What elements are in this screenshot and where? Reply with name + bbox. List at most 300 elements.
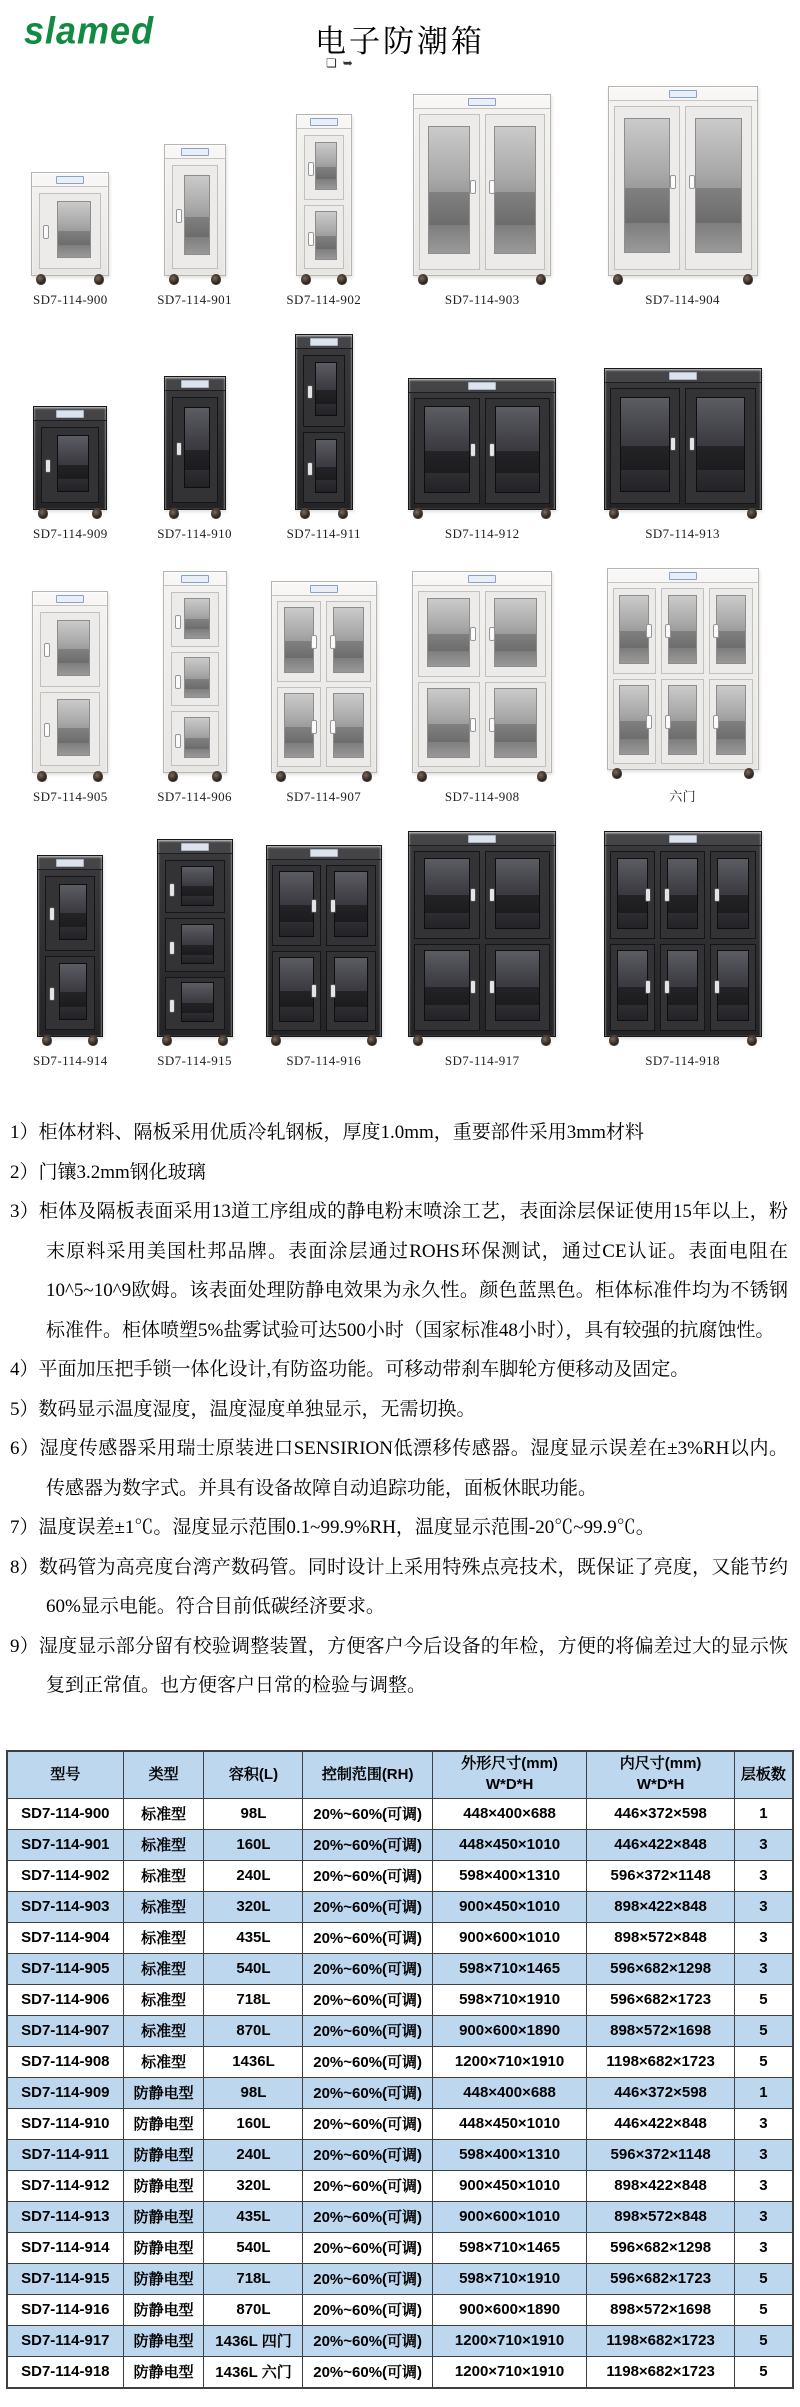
door-window <box>181 866 214 906</box>
door-window <box>495 858 541 929</box>
cabinet-image <box>157 839 233 1037</box>
spec-cell: 446×422×848 <box>587 2108 735 2139</box>
door-handle-icon <box>307 462 313 476</box>
product <box>133 571 257 805</box>
spec-cell: 160L <box>204 2108 303 2139</box>
spec-cell: SD7-114-902 <box>7 1860 123 1891</box>
spec-cell: 900×450×1010 <box>432 2170 587 2201</box>
product <box>573 568 792 805</box>
door-window <box>716 595 746 664</box>
spec-row <box>7 2356 793 2388</box>
door-handle-icon <box>470 627 476 641</box>
cabinet-image <box>33 406 107 510</box>
spec-cell: SD7-114-914 <box>7 2232 123 2263</box>
door-handle-icon <box>44 643 50 657</box>
product <box>8 172 133 308</box>
spec-cell: 20%~60%(可调) <box>303 2263 432 2294</box>
feature-item: 6）湿度传感器采用瑞士原装进口SENSIRION低漂移传感器。湿度显示误差在±3%RH以内。传感器为数字式。并具有设备故障自动追踪功能，面板休眠功能。 <box>10 1438 788 1499</box>
cabinet-image <box>408 378 556 510</box>
spec-cell: SD7-114-917 <box>7 2325 123 2356</box>
spec-cell: 870L <box>204 2015 303 2046</box>
spec-cell: 1436L 四门 <box>204 2325 303 2356</box>
model-label: SD7-114-909 <box>33 526 108 541</box>
cabinet-door <box>418 591 480 677</box>
caster-wheel-icon <box>94 274 104 285</box>
product <box>133 839 257 1069</box>
door-handle-icon <box>689 175 695 189</box>
spec-cell: 898×422×848 <box>587 2170 735 2201</box>
control-panel <box>164 572 226 586</box>
door-window <box>717 858 748 929</box>
spec-cell: 标准型 <box>123 2046 204 2077</box>
spec-cell: 20%~60%(可调) <box>303 2201 432 2232</box>
cabinet-door <box>414 944 480 1032</box>
product-row <box>0 568 800 805</box>
cabinet-door <box>661 588 704 674</box>
door-handle-icon <box>470 980 476 994</box>
spec-row <box>7 1860 793 1891</box>
cabinet-door <box>709 679 752 765</box>
product <box>391 94 573 308</box>
door-window <box>427 598 470 667</box>
cabinet-door <box>414 398 480 504</box>
spec-cell: 5 <box>734 2015 793 2046</box>
door-window <box>668 685 698 754</box>
cabinet-door <box>40 692 100 767</box>
control-panel <box>413 572 551 586</box>
spec-cell: SD7-114-909 <box>7 2077 123 2108</box>
spec-row <box>7 1984 793 2015</box>
spec-cell: SD7-114-907 <box>7 2015 123 2046</box>
caster-wheel-icon <box>609 1035 619 1046</box>
model-label: SD7-114-905 <box>33 789 108 804</box>
cabinet-door <box>710 944 755 1032</box>
model-label: SD7-114-918 <box>645 1053 720 1068</box>
spec-row <box>7 2046 793 2077</box>
product <box>573 368 792 542</box>
cabinet-door <box>613 588 656 674</box>
spec-cell: 防静电型 <box>123 2232 204 2263</box>
spec-cell: 900×450×1010 <box>432 1891 587 1922</box>
spec-cell: 1200×710×1910 <box>432 2356 587 2388</box>
caster-wheel-icon <box>418 274 428 285</box>
caster-wheel-icon <box>612 768 622 779</box>
cabinet-door <box>660 851 705 939</box>
door-window <box>695 118 741 252</box>
cabinet-door <box>165 918 225 971</box>
door-window <box>334 957 368 1022</box>
spec-cell: 540L <box>204 2232 303 2263</box>
control-panel <box>414 95 550 109</box>
spec-cell: 防静电型 <box>123 2108 204 2139</box>
control-panel <box>605 369 761 383</box>
spec-cell: 900×600×1890 <box>432 2015 587 2046</box>
spec-row <box>7 1798 793 1829</box>
door-window <box>57 201 91 259</box>
door-handle-icon <box>714 888 720 902</box>
spec-cell: 596×372×1148 <box>587 2139 735 2170</box>
door-handle-icon <box>176 442 182 456</box>
spec-cell: 20%~60%(可调) <box>303 2294 432 2325</box>
door-window <box>334 871 368 936</box>
cabinet-image <box>608 86 758 276</box>
door-handle-icon <box>49 987 55 1001</box>
door-handle-icon <box>45 459 51 473</box>
door-handle-icon <box>489 888 495 902</box>
control-panel <box>158 840 232 854</box>
door-window <box>184 717 210 758</box>
door-window <box>495 950 541 1021</box>
door-handle-icon <box>169 999 175 1013</box>
spec-row <box>7 2139 793 2170</box>
spec-cell: 448×450×1010 <box>432 2108 587 2139</box>
product <box>133 144 257 308</box>
cabinet-door <box>272 951 322 1032</box>
caster-wheel-icon <box>212 771 222 782</box>
spec-cell: 448×400×688 <box>432 1798 587 1829</box>
cabinet-door <box>326 865 376 946</box>
spec-cell: SD7-114-908 <box>7 2046 123 2077</box>
spec-cell: 1 <box>734 1798 793 1829</box>
spec-cell: 596×372×1148 <box>587 1860 735 1891</box>
spec-cell: 898×572×848 <box>587 1922 735 1953</box>
door-handle-icon <box>330 720 336 734</box>
product <box>8 591 133 805</box>
cabinet-door <box>165 977 225 1030</box>
caster-wheel-icon <box>36 274 46 285</box>
spec-cell: 446×372×598 <box>587 2077 735 2108</box>
door-window <box>717 950 748 1021</box>
cabinet-door <box>41 427 99 503</box>
spec-row <box>7 2170 793 2201</box>
brand-badge-icon <box>468 98 496 106</box>
cabinet-door <box>45 876 95 951</box>
spec-cell: 718L <box>204 2263 303 2294</box>
spec-header-cell: 内尺寸(mm) W*D*H <box>587 1751 735 1799</box>
spec-cell: 870L <box>204 2294 303 2325</box>
spec-cell: 898×422×848 <box>587 1891 735 1922</box>
door-handle-icon <box>175 734 181 748</box>
caster-wheel-icon <box>300 508 310 519</box>
cabinet-image <box>295 334 353 510</box>
product <box>391 571 573 805</box>
caster-wheel-icon <box>42 1035 52 1046</box>
cabinet-door <box>171 652 219 707</box>
caster-wheel-icon <box>88 1035 98 1046</box>
spec-cell: 598×710×1910 <box>432 1984 587 2015</box>
door-window <box>57 699 90 756</box>
caster-wheel-icon <box>413 1035 423 1046</box>
caster-wheel-icon <box>276 771 286 782</box>
spec-cell: 防静电型 <box>123 2356 204 2388</box>
product-gallery <box>0 72 800 1069</box>
spec-cell: 596×682×1298 <box>587 1953 735 1984</box>
door-handle-icon <box>44 723 50 737</box>
caster-wheel-icon <box>536 274 546 285</box>
spec-cell: 3 <box>734 1860 793 1891</box>
spec-cell: 3 <box>734 1829 793 1860</box>
door-window <box>624 118 670 252</box>
spec-cell: 1436L 六门 <box>204 2356 303 2388</box>
caster-wheel-icon <box>743 274 753 285</box>
control-panel <box>165 377 225 391</box>
cabinet-door <box>610 388 681 504</box>
spec-cell: SD7-114-912 <box>7 2170 123 2201</box>
model-label: SD7-114-900 <box>33 292 108 307</box>
door-handle-icon <box>489 180 495 194</box>
cabinet-image <box>37 855 103 1037</box>
cabinet-door <box>304 205 344 270</box>
brand-badge-icon <box>310 338 338 346</box>
spec-cell: 防静电型 <box>123 2077 204 2108</box>
spec-cell: 标准型 <box>123 1798 204 1829</box>
door-window <box>494 126 536 254</box>
spec-cell: 596×682×1723 <box>587 1984 735 2015</box>
spec-header-cell: 外形尺寸(mm) W*D*H <box>432 1751 587 1799</box>
cabinet-image <box>31 172 109 276</box>
cabinet-image <box>408 831 556 1037</box>
product-row <box>0 334 800 542</box>
door-window <box>184 598 210 639</box>
control-panel <box>609 87 757 101</box>
spec-cell: SD7-114-901 <box>7 1829 123 1860</box>
door-window <box>424 858 470 929</box>
caster-wheel-icon <box>211 508 221 519</box>
door-window <box>668 595 698 664</box>
door-window <box>494 598 537 667</box>
door-window <box>279 957 313 1022</box>
caster-wheel-icon <box>537 771 547 782</box>
spec-row <box>7 1953 793 1984</box>
door-window <box>181 982 214 1022</box>
door-window <box>181 924 214 964</box>
brand-badge-icon <box>56 859 84 867</box>
spec-cell: 898×572×848 <box>587 2201 735 2232</box>
product-row <box>0 831 800 1069</box>
caster-wheel-icon <box>93 771 103 782</box>
brand-badge-icon <box>669 372 697 380</box>
spec-cell: SD7-114-906 <box>7 1984 123 2015</box>
spec-cell: 598×400×1310 <box>432 2139 587 2170</box>
caster-wheel-icon <box>168 771 178 782</box>
spec-cell: 1436L <box>204 2046 303 2077</box>
spec-cell: 1200×710×1910 <box>432 2325 587 2356</box>
door-window <box>184 657 210 698</box>
spec-cell: 标准型 <box>123 1860 204 1891</box>
spec-cell: SD7-114-916 <box>7 2294 123 2325</box>
brand-badge-icon <box>310 585 338 593</box>
spec-cell: 1200×710×1910 <box>432 2046 587 2077</box>
spec-cell: 防静电型 <box>123 2139 204 2170</box>
caster-wheel-icon <box>38 508 48 519</box>
door-window <box>617 950 648 1021</box>
door-handle-icon <box>714 980 720 994</box>
cabinet-door <box>172 397 218 503</box>
product-row <box>0 86 800 308</box>
spec-cell: SD7-114-913 <box>7 2201 123 2232</box>
caster-wheel-icon <box>541 508 551 519</box>
door-window <box>619 685 649 754</box>
spec-cell: 320L <box>204 2170 303 2201</box>
door-handle-icon <box>169 941 175 955</box>
caster-wheel-icon <box>211 274 221 285</box>
cabinet-image <box>604 831 762 1037</box>
door-window <box>57 435 89 493</box>
cabinet-door <box>172 165 218 269</box>
model-label: SD7-114-906 <box>157 789 232 804</box>
control-panel <box>32 173 108 187</box>
brand-logo: slamed <box>24 8 155 52</box>
brand-badge-icon <box>181 148 209 156</box>
spec-cell: 598×710×1465 <box>432 2232 587 2263</box>
spec-cell: 20%~60%(可调) <box>303 1953 432 1984</box>
model-label: SD7-114-913 <box>645 526 720 541</box>
spec-table <box>6 1750 794 2389</box>
product <box>256 114 391 308</box>
door-handle-icon <box>489 443 495 457</box>
cabinet-door <box>326 951 376 1032</box>
door-handle-icon <box>330 899 336 913</box>
caster-wheel-icon <box>362 771 372 782</box>
spec-cell: 3 <box>734 2201 793 2232</box>
spec-cell: 防静电型 <box>123 2294 204 2325</box>
cabinet-door <box>40 612 100 687</box>
cabinet-door <box>710 851 755 939</box>
spec-cell: 3 <box>734 2108 793 2139</box>
door-window <box>333 607 364 672</box>
door-window <box>667 858 698 929</box>
product <box>256 334 391 542</box>
cabinet-door <box>414 851 480 939</box>
feature-item: 8）数码管为高亮度台湾产数码管。同时设计上采用特殊点亮技术，既保证了亮度，又能节约60%显示电能。符合目前低碳经济要求。 <box>10 1556 788 1618</box>
model-label: SD7-114-916 <box>286 1053 362 1068</box>
spec-cell: 20%~60%(可调) <box>303 1984 432 2015</box>
caster-wheel-icon <box>747 1035 757 1046</box>
model-label: SD7-114-914 <box>33 1053 108 1068</box>
door-window <box>716 685 746 754</box>
door-handle-icon <box>645 980 651 994</box>
door-handle-icon <box>176 209 182 223</box>
brand-badge-icon <box>310 849 338 857</box>
cabinet-door <box>610 851 655 939</box>
door-handle-icon <box>43 225 49 239</box>
cabinet-image <box>296 114 352 276</box>
door-window <box>424 950 470 1021</box>
control-panel <box>33 592 107 606</box>
spec-cell: 防静电型 <box>123 2325 204 2356</box>
cabinet-door <box>277 687 322 768</box>
spec-row <box>7 2232 793 2263</box>
cabinet-door <box>660 944 705 1032</box>
caster-wheel-icon <box>271 1035 281 1046</box>
door-handle-icon <box>489 627 495 641</box>
model-label: 六门 <box>669 789 697 804</box>
spec-cell: 20%~60%(可调) <box>303 2325 432 2356</box>
door-handle-icon <box>175 615 181 629</box>
door-handle-icon <box>664 888 670 902</box>
door-handle-icon <box>470 718 476 732</box>
brand-badge-icon <box>181 380 209 388</box>
spec-cell: 5 <box>734 2294 793 2325</box>
spec-cell: SD7-114-911 <box>7 2139 123 2170</box>
spec-table-header-row <box>7 1751 793 1799</box>
door-handle-icon <box>470 180 476 194</box>
spec-cell: 446×422×848 <box>587 1829 735 1860</box>
model-label: SD7-114-904 <box>645 292 720 307</box>
door-window <box>696 397 745 492</box>
spec-row <box>7 2263 793 2294</box>
caster-wheel-icon <box>92 508 102 519</box>
spec-cell: 898×572×1698 <box>587 2294 735 2325</box>
spec-cell: 防静电型 <box>123 2263 204 2294</box>
cabinet-image <box>164 144 226 276</box>
cabinet-image <box>163 571 227 773</box>
door-handle-icon <box>665 715 671 729</box>
model-label: SD7-114-917 <box>444 1053 520 1068</box>
control-panel <box>34 407 106 421</box>
spec-cell: 3 <box>734 1922 793 1953</box>
spec-cell: 898×572×1698 <box>587 2015 735 2046</box>
spec-cell: 5 <box>734 2046 793 2077</box>
control-panel <box>165 145 225 159</box>
door-window <box>57 620 90 677</box>
cabinet-door <box>39 193 101 269</box>
spec-cell: 标准型 <box>123 1984 204 2015</box>
caster-wheel-icon <box>162 1035 172 1046</box>
brand-badge-icon <box>56 410 84 418</box>
brand-badge-icon <box>468 835 496 843</box>
spec-cell: 98L <box>204 2077 303 2108</box>
cabinet-door <box>485 851 551 939</box>
caster-wheel-icon <box>338 508 348 519</box>
spec-cell: 320L <box>204 1891 303 1922</box>
spec-cell: 20%~60%(可调) <box>303 2046 432 2077</box>
control-panel <box>409 379 555 393</box>
door-window <box>427 688 470 757</box>
door-handle-icon <box>664 980 670 994</box>
control-panel <box>608 569 758 583</box>
spec-cell: 900×600×1010 <box>432 1922 587 1953</box>
cabinet-door <box>303 355 345 427</box>
door-handle-icon <box>670 437 676 451</box>
caster-wheel-icon <box>609 508 619 519</box>
model-label: SD7-114-907 <box>286 789 362 804</box>
door-handle-icon <box>646 624 652 638</box>
cabinet-door <box>485 944 551 1032</box>
spec-cell: 5 <box>734 2325 793 2356</box>
spec-cell: 20%~60%(可调) <box>303 2356 432 2388</box>
spec-cell: SD7-114-904 <box>7 1922 123 1953</box>
spec-row <box>7 2015 793 2046</box>
caster-wheel-icon <box>747 508 757 519</box>
spec-cell: 标准型 <box>123 1891 204 1922</box>
door-window <box>333 693 364 758</box>
cabinet-door <box>326 687 371 768</box>
spec-cell: 标准型 <box>123 2015 204 2046</box>
caster-wheel-icon <box>367 1035 377 1046</box>
spec-cell: 标准型 <box>123 1922 204 1953</box>
spec-cell: 标准型 <box>123 1829 204 1860</box>
cabinet-door <box>272 865 322 946</box>
door-window <box>284 693 315 758</box>
caster-wheel-icon <box>37 771 47 782</box>
spec-cell: 5 <box>734 2356 793 2388</box>
door-window <box>495 406 541 492</box>
cabinet-image <box>604 368 762 510</box>
model-label: SD7-114-915 <box>157 1053 232 1068</box>
spec-cell: 1198×682×1723 <box>587 2046 735 2077</box>
spec-cell: 598×710×1465 <box>432 1953 587 1984</box>
